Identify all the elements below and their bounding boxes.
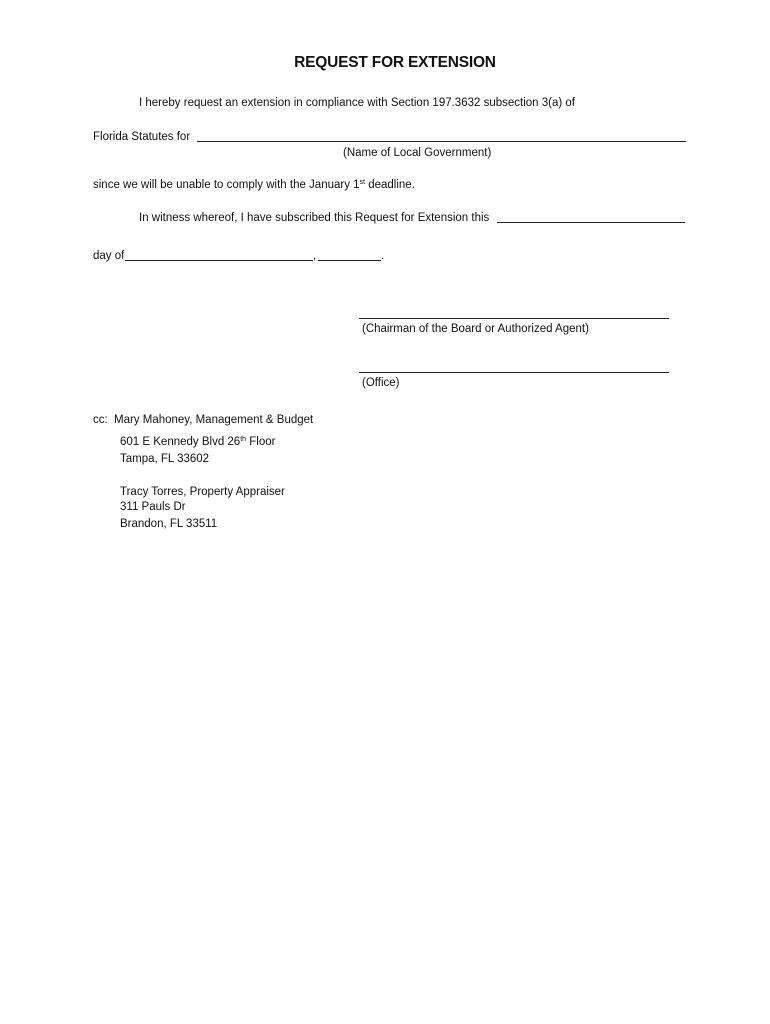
cc-recipient-1-address	[120, 435, 275, 449]
cc-recipient-1-floor: Floor	[246, 436, 276, 448]
deadline-ordinal: st	[359, 179, 366, 186]
cc-label: cc:	[93, 414, 108, 426]
local-government-caption: (Name of Local Government)	[343, 147, 492, 159]
cc-recipient-1-ordinal: th	[240, 436, 247, 443]
cc-recipient-2-street: 311 Pauls Dr	[120, 501, 186, 513]
cc-recipient-1-city: Tampa, FL 33602	[120, 453, 210, 465]
office-caption: (Office)	[362, 377, 400, 389]
document-title: REQUEST FOR EXTENSION	[294, 54, 496, 71]
comma-separator: ,	[313, 250, 317, 262]
florida-statutes-label: Florida Statutes for	[93, 131, 191, 143]
chairman-caption: (Chairman of the Board or Authorized Agent)	[362, 323, 589, 335]
cc-recipient-2-city: Brandon, FL 33511	[120, 518, 218, 530]
year-field[interactable]	[318, 260, 381, 261]
deadline-text-end: deadline.	[365, 179, 415, 191]
cc-recipient-1-street: 601 E Kennedy Blvd 26	[120, 436, 241, 448]
witness-text: In witness whereof, I have subscribed this Request for Extension this	[139, 212, 490, 224]
local-government-field[interactable]	[197, 141, 686, 142]
request-paragraph: I hereby request an extension in compliance with Section 197.3632 subsection 3(a) of	[139, 97, 575, 109]
deadline-sentence	[93, 178, 415, 192]
office-field[interactable]	[359, 372, 669, 373]
deadline-text: since we will be unable to comply with the January 1	[93, 179, 360, 191]
period-mark: .	[381, 250, 385, 262]
cc-recipient-1-name: Mary Mahoney, Management & Budget	[114, 414, 314, 426]
month-field[interactable]	[125, 260, 313, 261]
chairman-signature-field[interactable]	[359, 318, 669, 319]
day-of-label: day of	[93, 250, 125, 262]
cc-recipient-2-name: Tracy Torres, Property Appraiser	[120, 486, 285, 498]
witness-day-field[interactable]	[497, 222, 685, 223]
